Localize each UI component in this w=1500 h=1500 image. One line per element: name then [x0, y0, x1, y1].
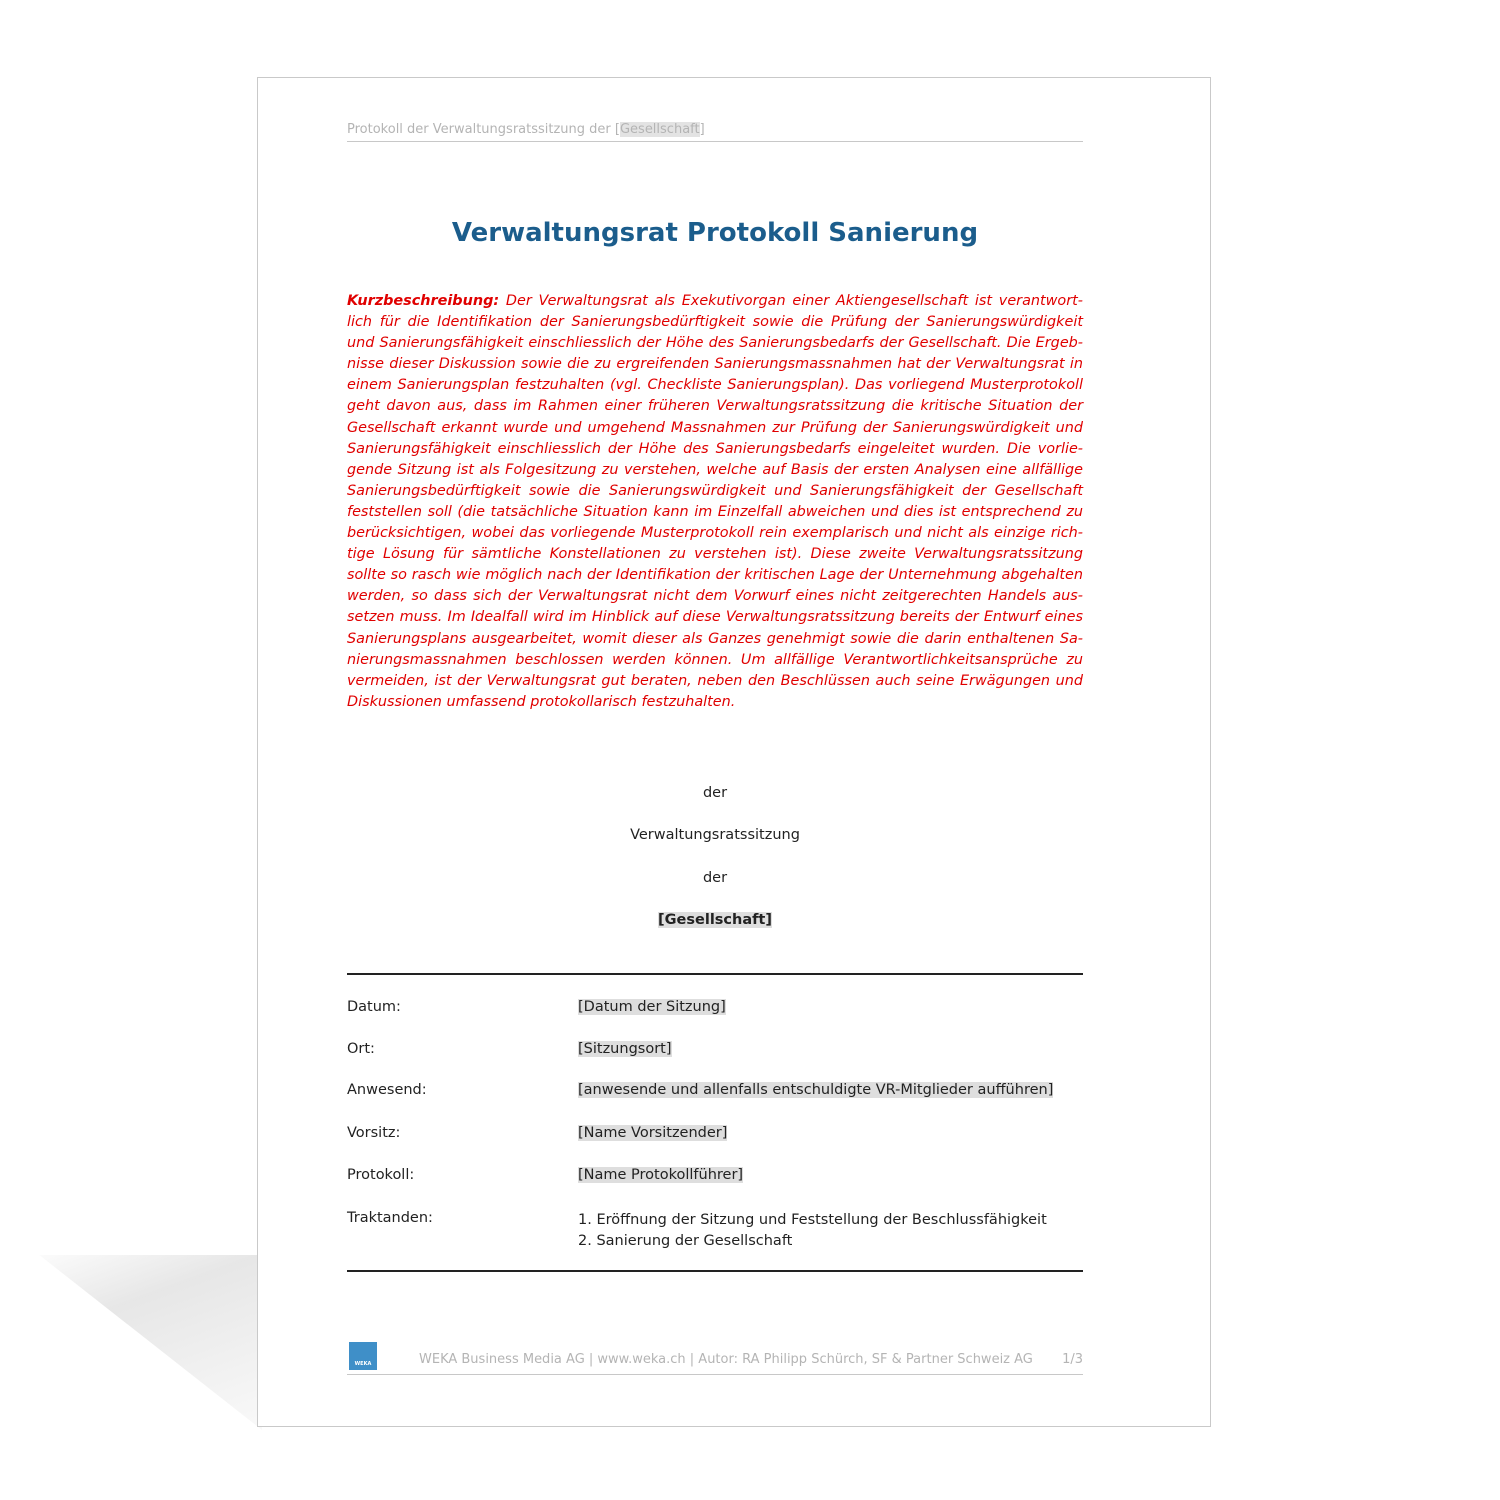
weka-logo	[349, 1342, 377, 1370]
detail-value-field[interactable]: [Sitzungsort]	[578, 1041, 672, 1057]
detail-label: Datum:	[347, 999, 401, 1015]
cover-line-der-1: der	[702, 785, 728, 801]
summary-paragraph	[347, 291, 1083, 713]
summary-text: Der Verwaltungsrat als Exekutivorgan einer Aktiengesellschaft ist verantwort-lich für die Identifikation der Sanierungsbedürftigkeit sowie die Prüfung der Sanierungswürdigkeit und Sanierungsfähigkeit einschliesslich der Höhe des Sanierungsbedarfs der Gesellschaft. Die Ergeb-nisse dieser Diskussion sowie die zu ergreifenden Sanierungsmassnahmen hat der Verwaltungsrat in einem Sanierungsplan festzuhalten (vgl. Checkliste Sanierungsplan). Das vorliegend Musterprotokoll geht davon aus, dass im Rahmen einer früheren Verwaltungsratssitzung die kritische Situation der Gesellschaft erkannt wurde und umgehend Massnahmen zur Prüfung der Sanierungswürdigkeit und Sanierungsfähigkeit einschliesslich der Höhe des Sanierungsbedarfs eingeleitet wurden. Die vorlie-gende Sitzung ist als Folgesitzung zu verstehen, welche auf Basis der ersten Analysen eine allfällige Sanierungsbedürftigkeit sowie die Sanierungswürdigkeit und Sanierungsfähigkeit der Gesellschaft feststellen soll (die tatsächliche Situation kann im Einzelfall abweichen und dies ist entsprechend zu berücksichtigen, wobei das vorliegende Musterprotokoll rein exemplarisch und nicht als einzige rich-tige Lösung für sämtliche Konstellationen zu verstehen ist). Diese zweite Verwaltungsratssitzung sollte so rasch wie möglich nach der Identifikation der kritischen Lage der Unternehmung abgehalten werden, so dass sich der Verwaltungsrat nicht dem Vorwurf eines nicht zeitgerechten Handels aus-setzen muss. Im Idealfall wird im Hinblick auf diese Verwaltungsratssitzung bereits der Entwurf eines Sanierungsplans ausgearbeitet, womit dieser als Ganzes genehmigt sowie die darin enthaltenen Sa-nierungsmassnahmen beschlossen werden können. Um allfällige Verantwortlichkeitsansprüche zu vermeiden, ist der Verwaltungsrat gut beraten, neben den Beschlüssen auch seine Erwägungen und Diskussionen umfassend protokollarisch festzuhalten.	[347, 293, 1083, 710]
detail-label: Protokoll:	[347, 1167, 415, 1183]
logo-text: WEKA	[354, 1361, 372, 1367]
detail-value-field[interactable]: [Name Protokollführer]	[578, 1167, 744, 1183]
detail-value-field[interactable]: [Name Vorsitzender]	[578, 1125, 728, 1141]
agenda-label: Traktanden:	[347, 1210, 433, 1226]
cover-line-sitzung: Verwaltungsratssitzung	[630, 827, 800, 843]
cover-company	[347, 912, 1083, 928]
page-shadow	[0, 1255, 262, 1430]
agenda-list	[578, 1210, 1047, 1252]
document-page	[257, 77, 1211, 1427]
detail-label: Vorsitz:	[347, 1125, 401, 1141]
header-company-placeholder: Gesellschaft	[619, 122, 700, 137]
agenda-item: 2. Sanierung der Gesellschaft	[578, 1233, 793, 1249]
header-prefix: Protokoll der Verwaltungsratssitzung der [	[347, 122, 620, 137]
footer-text: WEKA Business Media AG | www.weka.ch | Autor: RA Philipp Schürch, SF & Partner Schweiz AG	[419, 1352, 1033, 1367]
page-footer	[347, 1340, 1083, 1375]
detail-label: Anwesend:	[347, 1082, 427, 1098]
document-title: Verwaltungsrat Protokoll Sanierung	[451, 218, 979, 248]
detail-label: Ort:	[347, 1041, 375, 1057]
header-suffix: ]	[699, 122, 705, 137]
detail-value-field[interactable]: [anwesende und allenfalls entschuldigte VR-Mitglieder aufführen]	[578, 1082, 1054, 1098]
page-number: 1/3	[1062, 1352, 1083, 1367]
detail-value-field[interactable]: [Datum der Sitzung]	[578, 999, 726, 1015]
running-header	[347, 122, 1083, 142]
agenda-item: 1. Eröffnung der Sitzung und Feststellung der Beschlussfähigkeit	[578, 1212, 1047, 1228]
table-bottom-rule	[347, 1270, 1083, 1272]
cover-line-der-2: der	[702, 870, 728, 886]
table-top-rule	[347, 973, 1083, 975]
cover-company-placeholder: [Gesellschaft]	[658, 912, 772, 928]
summary-label: Kurzbeschreibung:	[347, 293, 500, 309]
